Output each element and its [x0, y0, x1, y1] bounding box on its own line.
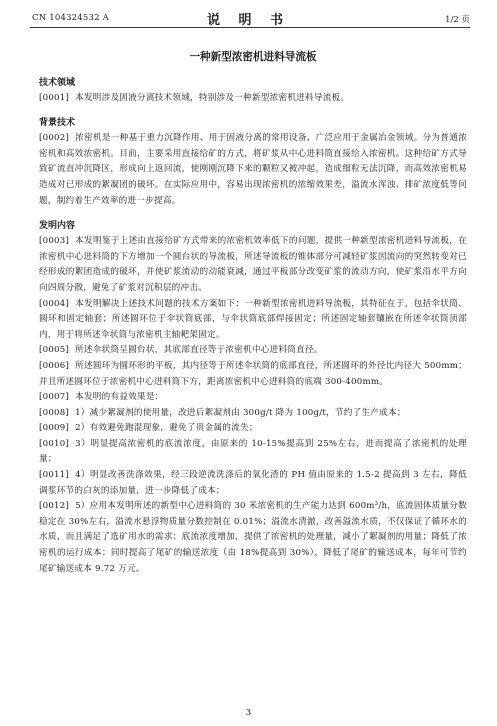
- page-indicator: 1/2 页: [445, 15, 470, 25]
- paragraph-0009: [39, 421, 467, 437]
- document-type: 说 明 书: [206, 13, 291, 28]
- paragraph-0003: [39, 234, 467, 296]
- paragraph-0005: [39, 343, 467, 359]
- paragraph-tag: [0004]: [39, 298, 70, 309]
- paragraph-text: 3）明显提高浓密机的底流浓度，由原来的 10-15%提高到 25%左右，进而提高了浓密机的处理量；: [39, 438, 467, 465]
- paragraph-0006: [39, 359, 467, 390]
- paragraph-tag: [0010]: [39, 438, 70, 449]
- paragraph-tag: [0009]: [39, 423, 70, 434]
- section-heading-tech-field: 技术领域: [39, 77, 76, 88]
- paragraph-0007: [39, 390, 467, 406]
- paragraph-tag: [0002]: [39, 133, 70, 144]
- paragraph-text: 2）有效避免跑混现象，避免了贵金属的流失；: [75, 423, 258, 434]
- paragraph-text: 浓密机是一种基于重力沉降作用、用于固液分离的常用设备，广泛应用于金属冶金领域。分为普通浓密机和高效浓密机。目前，主要采用直接给矿的方式，将矿浆从中心进料筒直接给入浓密机。这种给矿方式导致矿流直冲沉降区，形成向上返回流，使刚刚沉降下来的颗粒又被冲起，造成细粒无法沉降，而高效浓密机易造成对已形成的絮凝团的破坏。在实际应用中，容易出现浓密机的浓缩效果差，溢流水浑浊、排矿浓度低等问题，制约着生产效率的进一步提高。: [39, 133, 467, 206]
- paragraph-0004: [39, 297, 467, 344]
- paragraph-0011: [39, 468, 467, 499]
- paragraph-0002: [39, 131, 467, 209]
- document-body: [39, 34, 467, 577]
- paragraph-tag: [0012]: [39, 501, 70, 512]
- paragraph-tag: [0006]: [39, 360, 70, 371]
- page-header: [0, 0, 497, 32]
- paragraph-text: 本发明涉及固液分离技术领域，特别涉及一种新型浓密机进料导流板。: [75, 92, 350, 103]
- paragraph-tag: [0001]: [39, 92, 70, 103]
- paragraph-text: 4）明显改善洗涤效果，经三段逆流洗涤后的氧化渣的 PH 值由原来的 1.5-2 提高到 3 左右，降低调浆环节的白灰的添加量，进一步降低了成本；: [39, 470, 467, 496]
- section-heading-summary: 发明内容: [39, 221, 76, 232]
- paragraph-0012: [39, 499, 467, 577]
- document-title: 一种新型浓密机进料导流板: [189, 51, 317, 63]
- paragraph-text: 5）应用本发明所述的新型中心进料筒的 30 米浓密机的生产能力达到 600m³/h，底流固体质量分数稳定在 30%左右，溢流水悬浮物质量分数控制在 0.01%；溢流水清澈，改善溢流水质，不仅保证了循环水的水质，而且满足了选矿用水的需求；底流浓度增加，提供了浓密机的处理量，减小了絮凝剂的用量；降低了浓密机的运行成本；同时提高了尾矿的输送浓度（由 18%提高到 30%），降低了尾矿的输送成本，每年可节约尾矿输送成本 9.72 万元。: [39, 501, 467, 574]
- paragraph-tag: [0003]: [39, 236, 70, 247]
- paragraph-text: 所述圆环为圆环形的平板，其内径等于所述伞状筒的底部直径，所述圆环的外径比内径大 500mm；并且所述圆环位于浓密机中心进料筒下方，距离浓密机中心进料筒的底端 300-400mm。: [39, 360, 467, 387]
- paragraph-text: 本发明解决上述技术问题的技术方案如下：一种新型浓密机进料导流板，其特征在于，包括伞状筒、圆环和固定轴套；所述圆环位于伞状筒底部，与伞状筒底部焊接固定；所述固定轴套镶嵌在所述伞状筒顶部内，用于将所述伞状筒与浓密机主轴耙架固定。: [39, 298, 467, 340]
- paragraph-tag: [0008]: [39, 407, 70, 418]
- paragraph-tag: [0007]: [39, 392, 70, 403]
- paragraph-tag: [0011]: [39, 470, 70, 481]
- header-rule: [30, 27, 470, 28]
- paragraph-0008: [39, 406, 467, 422]
- page-number: 3: [245, 708, 252, 718]
- paragraph-text: 本发明的有益效果是：: [75, 392, 164, 403]
- paragraph-text: 1）减少絮凝剂的使用量，改进后絮凝剂由 300g/t 降为 100g/t，节约了生产成本；: [75, 407, 406, 418]
- paragraph-tag: [0005]: [39, 345, 70, 356]
- patent-number: CN 104324532 A: [32, 13, 109, 23]
- section-heading-background: 背景技术: [39, 118, 76, 129]
- paragraph-text: 所述伞状筒呈圆台状，其底部直径等于浓密机中心进料筒直径。: [75, 345, 323, 356]
- paragraph-text: 本发明鉴于上述由直接给矿方式带来的浓密机效率低下的问题，提供一种新型浓密机进料导流板，在浓密机中心进料筒的下方增加一个圆台状的导流板，所述导流板的锥体部分可减轻矿浆因流向的突然转变对已经形成的絮团造成的破坏，并使矿浆流动的动能衰减，通过平板部分改变矿浆的流动方向，使矿浆沿水平方向向四周分散，避免了矿浆对沉积层的冲击。: [39, 236, 467, 293]
- paragraph-0001: [39, 91, 467, 107]
- paragraph-0010: [39, 437, 467, 468]
